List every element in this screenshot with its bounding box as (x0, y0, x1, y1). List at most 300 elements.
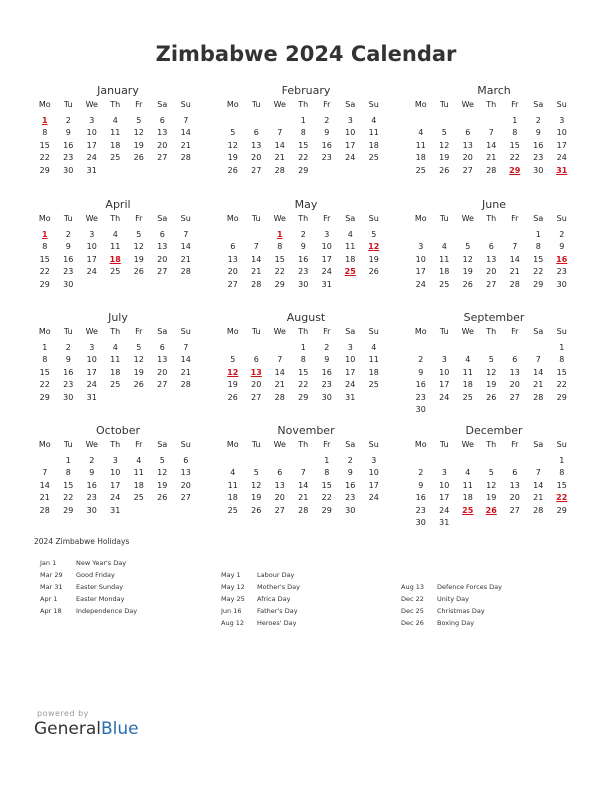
day-cell: 29 (298, 165, 309, 175)
day-cell: 24 (439, 392, 450, 402)
weekday-header: Fr (135, 440, 143, 449)
weekday-header: Su (180, 327, 191, 336)
weekday-header: Mo (414, 214, 427, 223)
day-cell: 21 (180, 254, 191, 264)
day-cell: 28 (298, 505, 309, 515)
day-cell: 9 (65, 128, 71, 137)
day-cell: 28 (533, 392, 544, 402)
day-cell: 16 (415, 493, 426, 502)
day-cell: 30 (556, 279, 567, 289)
day-cell: 30 (415, 518, 426, 527)
day-cell: 22 (298, 153, 309, 162)
month-name: May (294, 198, 318, 211)
holiday-date: Jan 1 (40, 559, 57, 567)
month-name: November (277, 424, 335, 437)
day-cell: 2 (65, 342, 71, 352)
day-cell: 27 (251, 165, 262, 175)
day-cell: 21 (180, 140, 191, 150)
holiday-date: Dec 22 (401, 595, 424, 603)
day-cell: 10 (86, 242, 97, 251)
day-cell: 21 (251, 267, 262, 276)
weekday-header: Sa (345, 327, 356, 336)
day-cell: 7 (535, 468, 541, 477)
day-cell: 2 (89, 455, 95, 465)
day-cell: 24 (556, 153, 567, 162)
weekday-header: Mo (226, 440, 239, 449)
day-cell: 6 (230, 242, 236, 251)
day-cell: 8 (65, 468, 71, 477)
day-cell: 2 (559, 229, 565, 239)
day-cell: 24 (321, 267, 332, 276)
day-cell: 4 (418, 128, 424, 137)
day-cell: 4 (371, 115, 377, 125)
day-cell: 17 (110, 480, 121, 490)
day-cell: 4 (347, 229, 353, 239)
day-cell: 5 (136, 342, 142, 352)
empty-cell (268, 342, 292, 355)
day-cell: 19 (227, 380, 238, 389)
day-cell: 6 (159, 229, 165, 239)
empty-cell (409, 115, 433, 128)
day-cell: 12 (157, 468, 168, 477)
empty-cell (409, 229, 433, 242)
day-cell: 20 (509, 380, 520, 389)
day-cell: 25 (415, 165, 426, 175)
day-cell: 1 (559, 455, 565, 465)
day-cell: 11 (368, 355, 379, 364)
day-cell: 19 (133, 254, 144, 264)
day-cell: 23 (556, 267, 567, 276)
day-cell: 23 (321, 153, 332, 162)
weekday-header: Mo (38, 327, 51, 336)
weekday-header: Su (368, 214, 379, 223)
day-cell: 30 (533, 165, 544, 175)
day-cell: 5 (253, 468, 259, 477)
day-cell: 2 (418, 355, 424, 364)
day-cell: 19 (157, 480, 168, 490)
day-cell: 9 (89, 468, 95, 477)
month-name: June (482, 198, 506, 211)
day-cell: 31 (345, 392, 356, 402)
day-cell: 10 (415, 254, 426, 264)
holiday-date: Dec 26 (401, 619, 424, 627)
day-cell: 12 (462, 254, 473, 264)
day-cell: 25 (368, 380, 379, 389)
weekday-header: We (461, 327, 474, 336)
holiday-day: 12 (227, 367, 239, 377)
empty-cell (33, 455, 57, 468)
weekday-header: We (85, 327, 98, 336)
weekday-header: Sa (533, 327, 544, 336)
holiday-day: 25 (344, 267, 356, 276)
day-cell: 6 (488, 242, 494, 251)
day-cell: 11 (110, 242, 121, 251)
day-cell: 26 (439, 165, 450, 175)
empty-cell (527, 455, 551, 468)
day-cell: 17 (321, 254, 332, 264)
day-cell: 9 (418, 480, 424, 490)
day-cell: 9 (559, 242, 565, 251)
day-cell: 5 (159, 455, 165, 465)
day-cell: 24 (345, 153, 356, 162)
day-cell: 14 (274, 140, 285, 150)
day-cell: 7 (183, 342, 189, 352)
day-cell: 22 (509, 153, 520, 162)
day-cell: 28 (180, 267, 191, 276)
day-cell: 18 (462, 493, 473, 502)
day-cell: 21 (298, 493, 309, 502)
holiday-date: Mar 29 (40, 571, 63, 579)
day-cell: 28 (180, 380, 191, 389)
holiday-date: May 25 (221, 595, 245, 603)
day-cell: 2 (418, 468, 424, 477)
day-cell: 8 (300, 128, 306, 137)
empty-cell (245, 342, 269, 355)
month-days (409, 99, 577, 177)
month-july (35, 310, 201, 404)
day-cell: 3 (441, 355, 447, 364)
day-cell: 23 (415, 392, 426, 402)
day-cell: 4 (441, 242, 447, 251)
weekday-header: Su (368, 100, 379, 109)
day-cell: 22 (298, 380, 309, 389)
month-name: April (105, 198, 131, 211)
day-cell: 28 (39, 505, 50, 515)
holiday-day: 1 (41, 229, 48, 239)
day-cell: 8 (300, 355, 306, 364)
day-cell: 8 (535, 242, 541, 251)
day-cell: 17 (86, 140, 97, 150)
day-cell: 10 (439, 367, 450, 377)
weekday-header: Th (298, 214, 309, 223)
day-cell: 22 (39, 153, 50, 162)
holiday-date: Aug 13 (401, 583, 425, 591)
empty-cell (433, 455, 457, 468)
day-cell: 13 (274, 480, 285, 490)
day-cell: 29 (39, 165, 50, 175)
holiday-entry (221, 569, 300, 581)
day-cell: 25 (462, 392, 473, 402)
holiday-entry (401, 617, 502, 629)
weekday-header: Su (180, 100, 191, 109)
day-cell: 19 (462, 267, 473, 276)
day-cell: 29 (321, 505, 332, 515)
powered-by: powered by (37, 709, 89, 718)
day-cell: 13 (157, 128, 168, 137)
day-cell: 5 (136, 229, 142, 239)
day-cell: 30 (415, 405, 426, 414)
holiday-day: 22 (556, 493, 568, 502)
day-cell: 26 (368, 267, 379, 276)
day-cell: 26 (227, 392, 238, 402)
weekday-header: Sa (345, 100, 356, 109)
day-cell: 15 (556, 480, 567, 490)
day-cell: 22 (63, 493, 74, 502)
holiday-entry (40, 581, 137, 593)
month-november (223, 423, 389, 517)
day-cell: 5 (488, 468, 494, 477)
day-cell: 27 (180, 493, 191, 502)
day-cell: 29 (298, 392, 309, 402)
day-cell: 29 (39, 279, 50, 289)
day-cell: 18 (368, 367, 379, 377)
day-cell: 13 (157, 355, 168, 364)
day-cell: 2 (347, 455, 353, 465)
weekday-header: We (85, 440, 98, 449)
holiday-date: May 12 (221, 583, 245, 591)
weekday-header: Fr (511, 440, 519, 449)
day-cell: 10 (86, 128, 97, 137)
day-cell: 20 (509, 493, 520, 502)
day-cell: 7 (300, 468, 306, 477)
holiday-entry (221, 593, 300, 605)
day-cell: 4 (112, 115, 118, 125)
weekday-header: Th (298, 327, 309, 336)
weekday-header: Mo (414, 440, 427, 449)
day-cell: 11 (462, 367, 473, 377)
holiday-entry (221, 581, 300, 593)
day-cell: 23 (533, 153, 544, 162)
holiday-name: Good Friday (76, 571, 115, 579)
day-cell: 15 (39, 254, 50, 264)
month-days (409, 439, 577, 530)
weekday-header: Mo (38, 214, 51, 223)
weekday-header: Mo (414, 100, 427, 109)
day-cell: 26 (133, 267, 144, 276)
month-name: January (97, 84, 139, 97)
day-cell: 12 (227, 140, 238, 150)
day-cell: 15 (533, 254, 544, 264)
day-cell: 8 (42, 355, 48, 364)
empty-cell (480, 455, 504, 468)
day-cell: 29 (533, 279, 544, 289)
weekday-header: Tu (251, 327, 261, 336)
day-cell: 19 (133, 140, 144, 150)
day-cell: 30 (63, 392, 74, 402)
day-cell: 27 (157, 380, 168, 389)
day-cell: 10 (345, 355, 356, 364)
weekday-header: We (85, 100, 98, 109)
month-days (221, 213, 389, 291)
weekday-header: Su (368, 327, 379, 336)
day-cell: 10 (321, 242, 332, 251)
day-cell: 7 (253, 242, 259, 251)
month-april (35, 197, 201, 291)
day-cell: 7 (183, 229, 189, 239)
empty-cell (456, 229, 480, 242)
brand-blue: Blue (101, 719, 139, 739)
day-cell: 24 (368, 493, 379, 502)
day-cell: 6 (512, 355, 518, 364)
day-cell: 8 (42, 128, 48, 137)
day-cell: 22 (321, 493, 332, 502)
day-cell: 20 (227, 267, 238, 276)
day-cell: 16 (86, 480, 97, 490)
day-cell: 25 (133, 493, 144, 502)
holiday-name: Heroes' Day (257, 619, 297, 627)
month-may (223, 197, 389, 291)
day-cell: 23 (298, 267, 309, 276)
day-cell: 24 (345, 380, 356, 389)
day-cell: 22 (39, 380, 50, 389)
day-cell: 30 (63, 165, 74, 175)
day-cell: 15 (274, 254, 285, 264)
day-cell: 30 (86, 505, 97, 515)
weekday-header: Mo (226, 100, 239, 109)
day-cell: 24 (86, 267, 97, 276)
day-cell: 23 (86, 493, 97, 502)
day-cell: 26 (462, 279, 473, 289)
day-cell: 18 (110, 140, 121, 150)
weekday-header: Sa (157, 327, 168, 336)
day-cell: 16 (533, 140, 544, 150)
day-cell: 29 (274, 279, 285, 289)
day-cell: 28 (486, 165, 497, 175)
day-cell: 26 (486, 392, 497, 402)
day-cell: 1 (300, 115, 306, 125)
month-name: March (477, 84, 511, 97)
day-cell: 30 (63, 279, 74, 289)
day-cell: 10 (556, 128, 567, 137)
weekday-header: We (461, 440, 474, 449)
empty-cell (268, 115, 292, 128)
weekday-header: Th (486, 214, 497, 223)
day-cell: 17 (556, 140, 567, 150)
day-cell: 11 (415, 140, 426, 150)
holiday-date: Apr 1 (40, 595, 58, 603)
brand-logo (34, 719, 139, 739)
day-cell: 4 (136, 455, 142, 465)
day-cell: 1 (559, 342, 565, 352)
weekday-header: Su (180, 214, 191, 223)
day-cell: 19 (486, 493, 497, 502)
empty-cell (221, 455, 245, 468)
day-cell: 9 (324, 355, 330, 364)
holiday-day: 18 (109, 254, 121, 264)
day-cell: 27 (251, 392, 262, 402)
day-cell: 28 (274, 392, 285, 402)
day-cell: 6 (183, 455, 189, 465)
day-cell: 21 (486, 153, 497, 162)
day-cell: 2 (535, 115, 541, 125)
day-cell: 18 (415, 153, 426, 162)
day-cell: 29 (63, 505, 74, 515)
weekday-header: Th (110, 327, 121, 336)
day-cell: 5 (441, 128, 447, 137)
weekday-header: We (461, 214, 474, 223)
holiday-day: 13 (250, 367, 262, 377)
weekday-header: Fr (511, 327, 519, 336)
weekday-header: Sa (345, 440, 356, 449)
day-cell: 12 (251, 480, 262, 490)
day-cell: 15 (39, 367, 50, 377)
day-cell: 2 (324, 115, 330, 125)
day-cell: 20 (180, 480, 191, 490)
day-cell: 24 (415, 279, 426, 289)
day-cell: 7 (42, 468, 48, 477)
holiday-entry (221, 617, 300, 629)
holiday-entry (401, 593, 502, 605)
day-cell: 10 (439, 480, 450, 490)
empty-cell (245, 229, 269, 242)
day-cell: 16 (63, 254, 74, 264)
empty-cell (503, 229, 527, 242)
day-cell: 19 (439, 153, 450, 162)
holiday-date: Mar 31 (40, 583, 63, 591)
weekday-header: We (273, 100, 286, 109)
day-cell: 21 (274, 380, 285, 389)
day-cell: 11 (133, 468, 144, 477)
day-cell: 1 (535, 229, 541, 239)
day-cell: 20 (251, 153, 262, 162)
month-name: August (286, 311, 326, 324)
day-cell: 16 (63, 140, 74, 150)
day-cell: 14 (180, 355, 191, 364)
day-cell: 15 (509, 140, 520, 150)
day-cell: 3 (371, 455, 377, 465)
day-cell: 13 (251, 140, 262, 150)
weekday-header: Tu (251, 100, 261, 109)
empty-cell (433, 229, 457, 242)
weekday-header: Fr (135, 214, 143, 223)
day-cell: 23 (63, 380, 74, 389)
month-days (33, 213, 201, 291)
weekday-header: We (273, 214, 286, 223)
day-cell: 17 (86, 367, 97, 377)
holiday-name: Unity Day (437, 595, 469, 603)
day-cell: 8 (42, 242, 48, 251)
holiday-name: Easter Monday (76, 595, 125, 603)
day-cell: 25 (227, 505, 238, 515)
month-name: October (95, 424, 141, 437)
day-cell: 13 (180, 468, 191, 477)
day-cell: 20 (157, 367, 168, 377)
day-cell: 5 (371, 229, 377, 239)
holiday-entry (40, 557, 137, 569)
holiday-column (40, 557, 137, 617)
day-cell: 1 (42, 342, 48, 352)
day-cell: 4 (230, 468, 236, 477)
weekday-header: Sa (533, 214, 544, 223)
day-cell: 21 (39, 493, 50, 502)
holiday-day: 26 (485, 505, 497, 515)
day-cell: 27 (227, 279, 238, 289)
day-cell: 31 (86, 165, 97, 175)
month-name: September (463, 311, 525, 324)
day-cell: 6 (253, 128, 259, 137)
weekday-header: Sa (157, 100, 168, 109)
day-cell: 3 (559, 115, 565, 125)
holiday-date: Aug 12 (221, 619, 245, 627)
day-cell: 6 (277, 468, 283, 477)
day-cell: 26 (133, 380, 144, 389)
day-cell: 3 (89, 115, 95, 125)
day-cell: 30 (298, 279, 309, 289)
day-cell: 24 (439, 505, 450, 515)
day-cell: 11 (368, 128, 379, 137)
holiday-name: Easter Sunday (76, 583, 124, 591)
day-cell: 24 (110, 493, 121, 502)
holiday-column (401, 581, 502, 629)
day-cell: 15 (63, 480, 74, 490)
month-name: July (108, 311, 128, 324)
holiday-day: 29 (509, 165, 521, 175)
weekday-header: Su (556, 440, 567, 449)
weekday-header: Th (486, 100, 497, 109)
holiday-name: Mother's Day (257, 583, 300, 591)
day-cell: 14 (533, 480, 544, 490)
holiday-name: Christmas Day (437, 607, 485, 615)
